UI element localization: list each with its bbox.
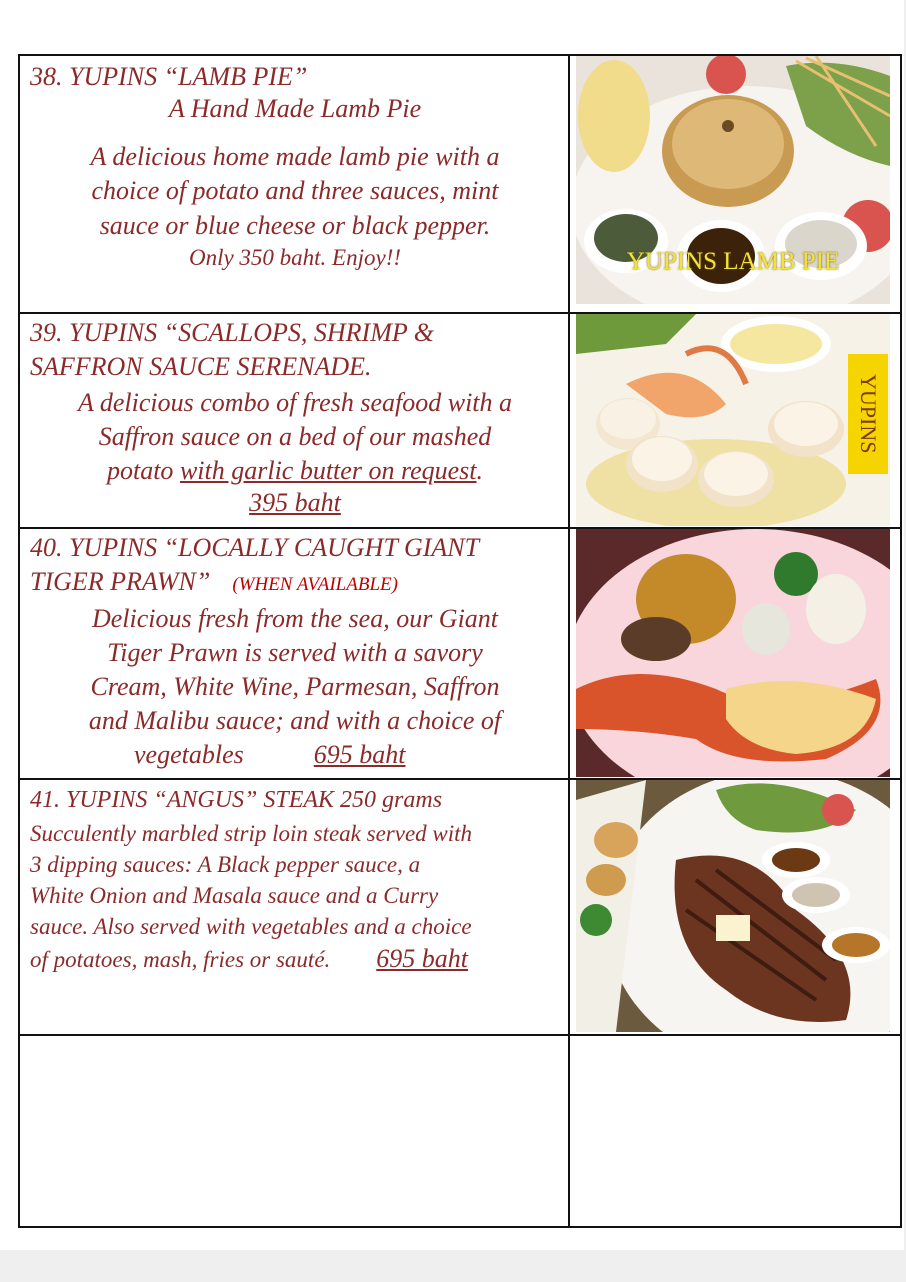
- angus-steak-photo: [576, 780, 890, 1032]
- yupins-sign: YUPINS: [848, 354, 888, 474]
- scallops-photo: [576, 314, 890, 526]
- description-text: vegetables: [134, 740, 244, 769]
- item-title: SAFFRON SAUCE SERENADE.: [30, 352, 372, 381]
- menu-item-38-text: [19, 55, 569, 313]
- menu-item-39-text: [19, 313, 569, 528]
- item-title: 41. YUPINS “ANGUS” STEAK 250 grams: [30, 787, 443, 813]
- description-underlined-text: with garlic butter on request: [179, 456, 477, 485]
- item-title: 39. YUPINS “SCALLOPS, SHRIMP &: [30, 318, 434, 347]
- scallops-illustration: [576, 314, 890, 526]
- item-description: Succulently marbled strip loin steak served with: [30, 821, 473, 846]
- item-description: 3 dipping sauces: A Black pepper sauce, a: [30, 852, 421, 877]
- menu-row-38: [19, 55, 901, 313]
- item-title: 40. YUPINS “LOCALLY CAUGHT GIANT: [30, 533, 480, 562]
- item-description: choice of potato and three sauces, mint: [91, 176, 499, 205]
- item-description: [30, 454, 560, 488]
- tiger-prawn-illustration: [576, 529, 890, 777]
- item-description-last: [30, 738, 560, 772]
- item-description: sauce or blue cheese or black pepper.: [99, 211, 491, 240]
- item-description: Tiger Prawn is served with a savory: [107, 638, 483, 667]
- item-description: A delicious combo of fresh seafood with a: [77, 388, 513, 417]
- item-description: Saffron sauce on a bed of our mashed: [98, 422, 492, 451]
- item-price: Only 350 baht. Enjoy!!: [188, 245, 402, 270]
- menu-table: [18, 54, 902, 1228]
- description-text: potato: [106, 456, 180, 485]
- item-description: and Malibu sauce; and with a choice of: [88, 706, 502, 735]
- item-subtitle: A Hand Made Lamb Pie: [168, 94, 422, 123]
- item-description: Cream, White Wine, Parmesan, Saffron: [90, 672, 500, 701]
- menu-item-40-photo-cell: [569, 528, 901, 779]
- menu-row-40: [19, 528, 901, 779]
- menu-item-41-text: [19, 779, 569, 1035]
- empty-text-cell: [19, 1035, 569, 1227]
- menu-item-38-photo-cell: [569, 55, 901, 313]
- item-title: [30, 565, 560, 602]
- empty-photo-cell: [569, 1035, 901, 1227]
- item-description: A delicious home made lamb pie with a: [90, 142, 500, 171]
- description-text: .: [476, 456, 484, 485]
- item-description-last: [30, 942, 560, 977]
- menu-row-empty: [19, 1035, 901, 1227]
- menu-item-41-photo-cell: [569, 779, 901, 1035]
- item-title: 38. YUPINS “LAMB PIE”: [30, 62, 308, 91]
- item-description: White Onion and Masala sauce and a Curry: [30, 883, 439, 908]
- item-description: Delicious fresh from the sea, our Giant: [91, 604, 499, 633]
- tiger-prawn-photo: [576, 529, 890, 777]
- item-description: sauce. Also served with vegetables and a choice: [30, 914, 472, 939]
- lamb-pie-photo: [576, 56, 890, 304]
- item-price: 395 baht: [249, 488, 341, 517]
- menu-row-41: [19, 779, 901, 1035]
- item-title-text: TIGER PRAWN”: [30, 567, 211, 596]
- availability-note: (WHEN AVAILABLE): [232, 574, 398, 595]
- photo-caption: YUPINS LAMB PIE: [626, 248, 840, 275]
- angus-steak-illustration: [576, 780, 890, 1032]
- menu-row-39: [19, 313, 901, 528]
- description-text: of potatoes, mash, fries or sauté.: [30, 947, 331, 972]
- item-price: 695 baht: [376, 944, 469, 973]
- menu-item-39-photo-cell: [569, 313, 901, 528]
- item-price: 695 baht: [313, 740, 406, 769]
- menu-item-40-text: [19, 528, 569, 779]
